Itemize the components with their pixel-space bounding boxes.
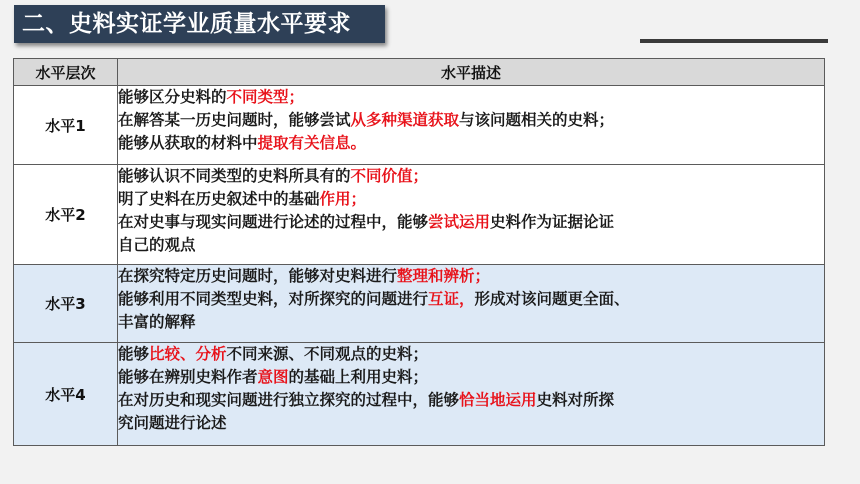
level-description (118, 343, 825, 446)
header-level: 水平层次 (14, 59, 118, 86)
text-segment: 与该问题相关的史料； (459, 111, 615, 129)
text-segment: 明了史料在历史叙述中的基础 (118, 190, 320, 208)
text-segment: 史料对所探 (536, 391, 615, 409)
level-label: 水平2 (14, 165, 118, 265)
highlighted-text: 提取有关信息。 (257, 134, 367, 152)
description-line (118, 132, 824, 155)
level-label: 水平1 (14, 86, 118, 165)
table-row (14, 343, 825, 446)
level-description (118, 86, 825, 165)
table-row (14, 165, 825, 265)
level-description (118, 165, 825, 265)
description-line (118, 343, 824, 366)
highlighted-text: 从多种渠道获取 (350, 111, 460, 129)
description-line (118, 188, 824, 211)
text-segment: 史料作为证据论证 (490, 213, 615, 231)
description-line (118, 412, 824, 435)
level-label: 水平3 (14, 265, 118, 343)
page-title: 二、史料实证学业质量水平要求 (14, 5, 385, 43)
description-line (118, 165, 824, 188)
text-segment: 在对历史和现实问题进行独立探究的过程中，能够 (118, 391, 460, 409)
table-row (14, 265, 825, 343)
description-line (118, 211, 824, 234)
text-segment: 在对史事与现实问题进行论述的过程中，能够 (118, 213, 429, 231)
decorative-divider (640, 39, 828, 43)
highlighted-text: 不同类型； (226, 88, 305, 106)
text-segment: 能够区分史料的 (118, 88, 227, 106)
table-header-row (14, 59, 825, 86)
highlighted-text: 恰当地运用 (459, 391, 537, 409)
text-segment: 形成对该问题更全面、 (474, 290, 630, 308)
text-segment: 的基础上利用史料； (288, 368, 429, 386)
description-line (118, 311, 824, 334)
highlighted-text: 整理和辨析； (397, 267, 491, 285)
highlighted-text: 比较、分析 (149, 345, 227, 363)
text-segment: 不同来源、不同观点的史料； (226, 345, 429, 363)
highlighted-text: 不同价值； (350, 167, 429, 185)
text-segment: 能够认识不同类型的史料所具有的 (118, 167, 351, 185)
header-description: 水平描述 (118, 59, 825, 86)
text-segment: 能够 (118, 345, 150, 363)
text-segment: 能够从获取的材料中 (118, 134, 258, 152)
highlighted-text: 意图 (257, 368, 289, 386)
text-segment: 在探究特定历史问题时，能够对史料进行 (118, 267, 398, 285)
description-line (118, 109, 824, 132)
quality-level-table (13, 58, 825, 446)
table-row (14, 86, 825, 165)
highlighted-text: 作用； (319, 190, 367, 208)
description-line (118, 86, 824, 109)
text-segment: 能够利用不同类型史料，对所探究的问题进行 (118, 290, 429, 308)
text-segment: 能够在辨别史料作者 (118, 368, 258, 386)
highlighted-text: 尝试运用 (428, 213, 491, 231)
description-line (118, 288, 824, 311)
text-segment: 自己的观点 (118, 236, 196, 254)
text-segment: 在解答某一历史问题时，能够尝试 (118, 111, 351, 129)
level-label: 水平4 (14, 343, 118, 446)
description-line (118, 389, 824, 412)
description-line (118, 366, 824, 389)
description-line (118, 265, 824, 288)
description-line (118, 234, 824, 257)
highlighted-text: 互证， (428, 290, 475, 308)
level-description (118, 265, 825, 343)
text-segment: 究问题进行论述 (118, 414, 227, 432)
text-segment: 丰富的解释 (118, 313, 196, 331)
